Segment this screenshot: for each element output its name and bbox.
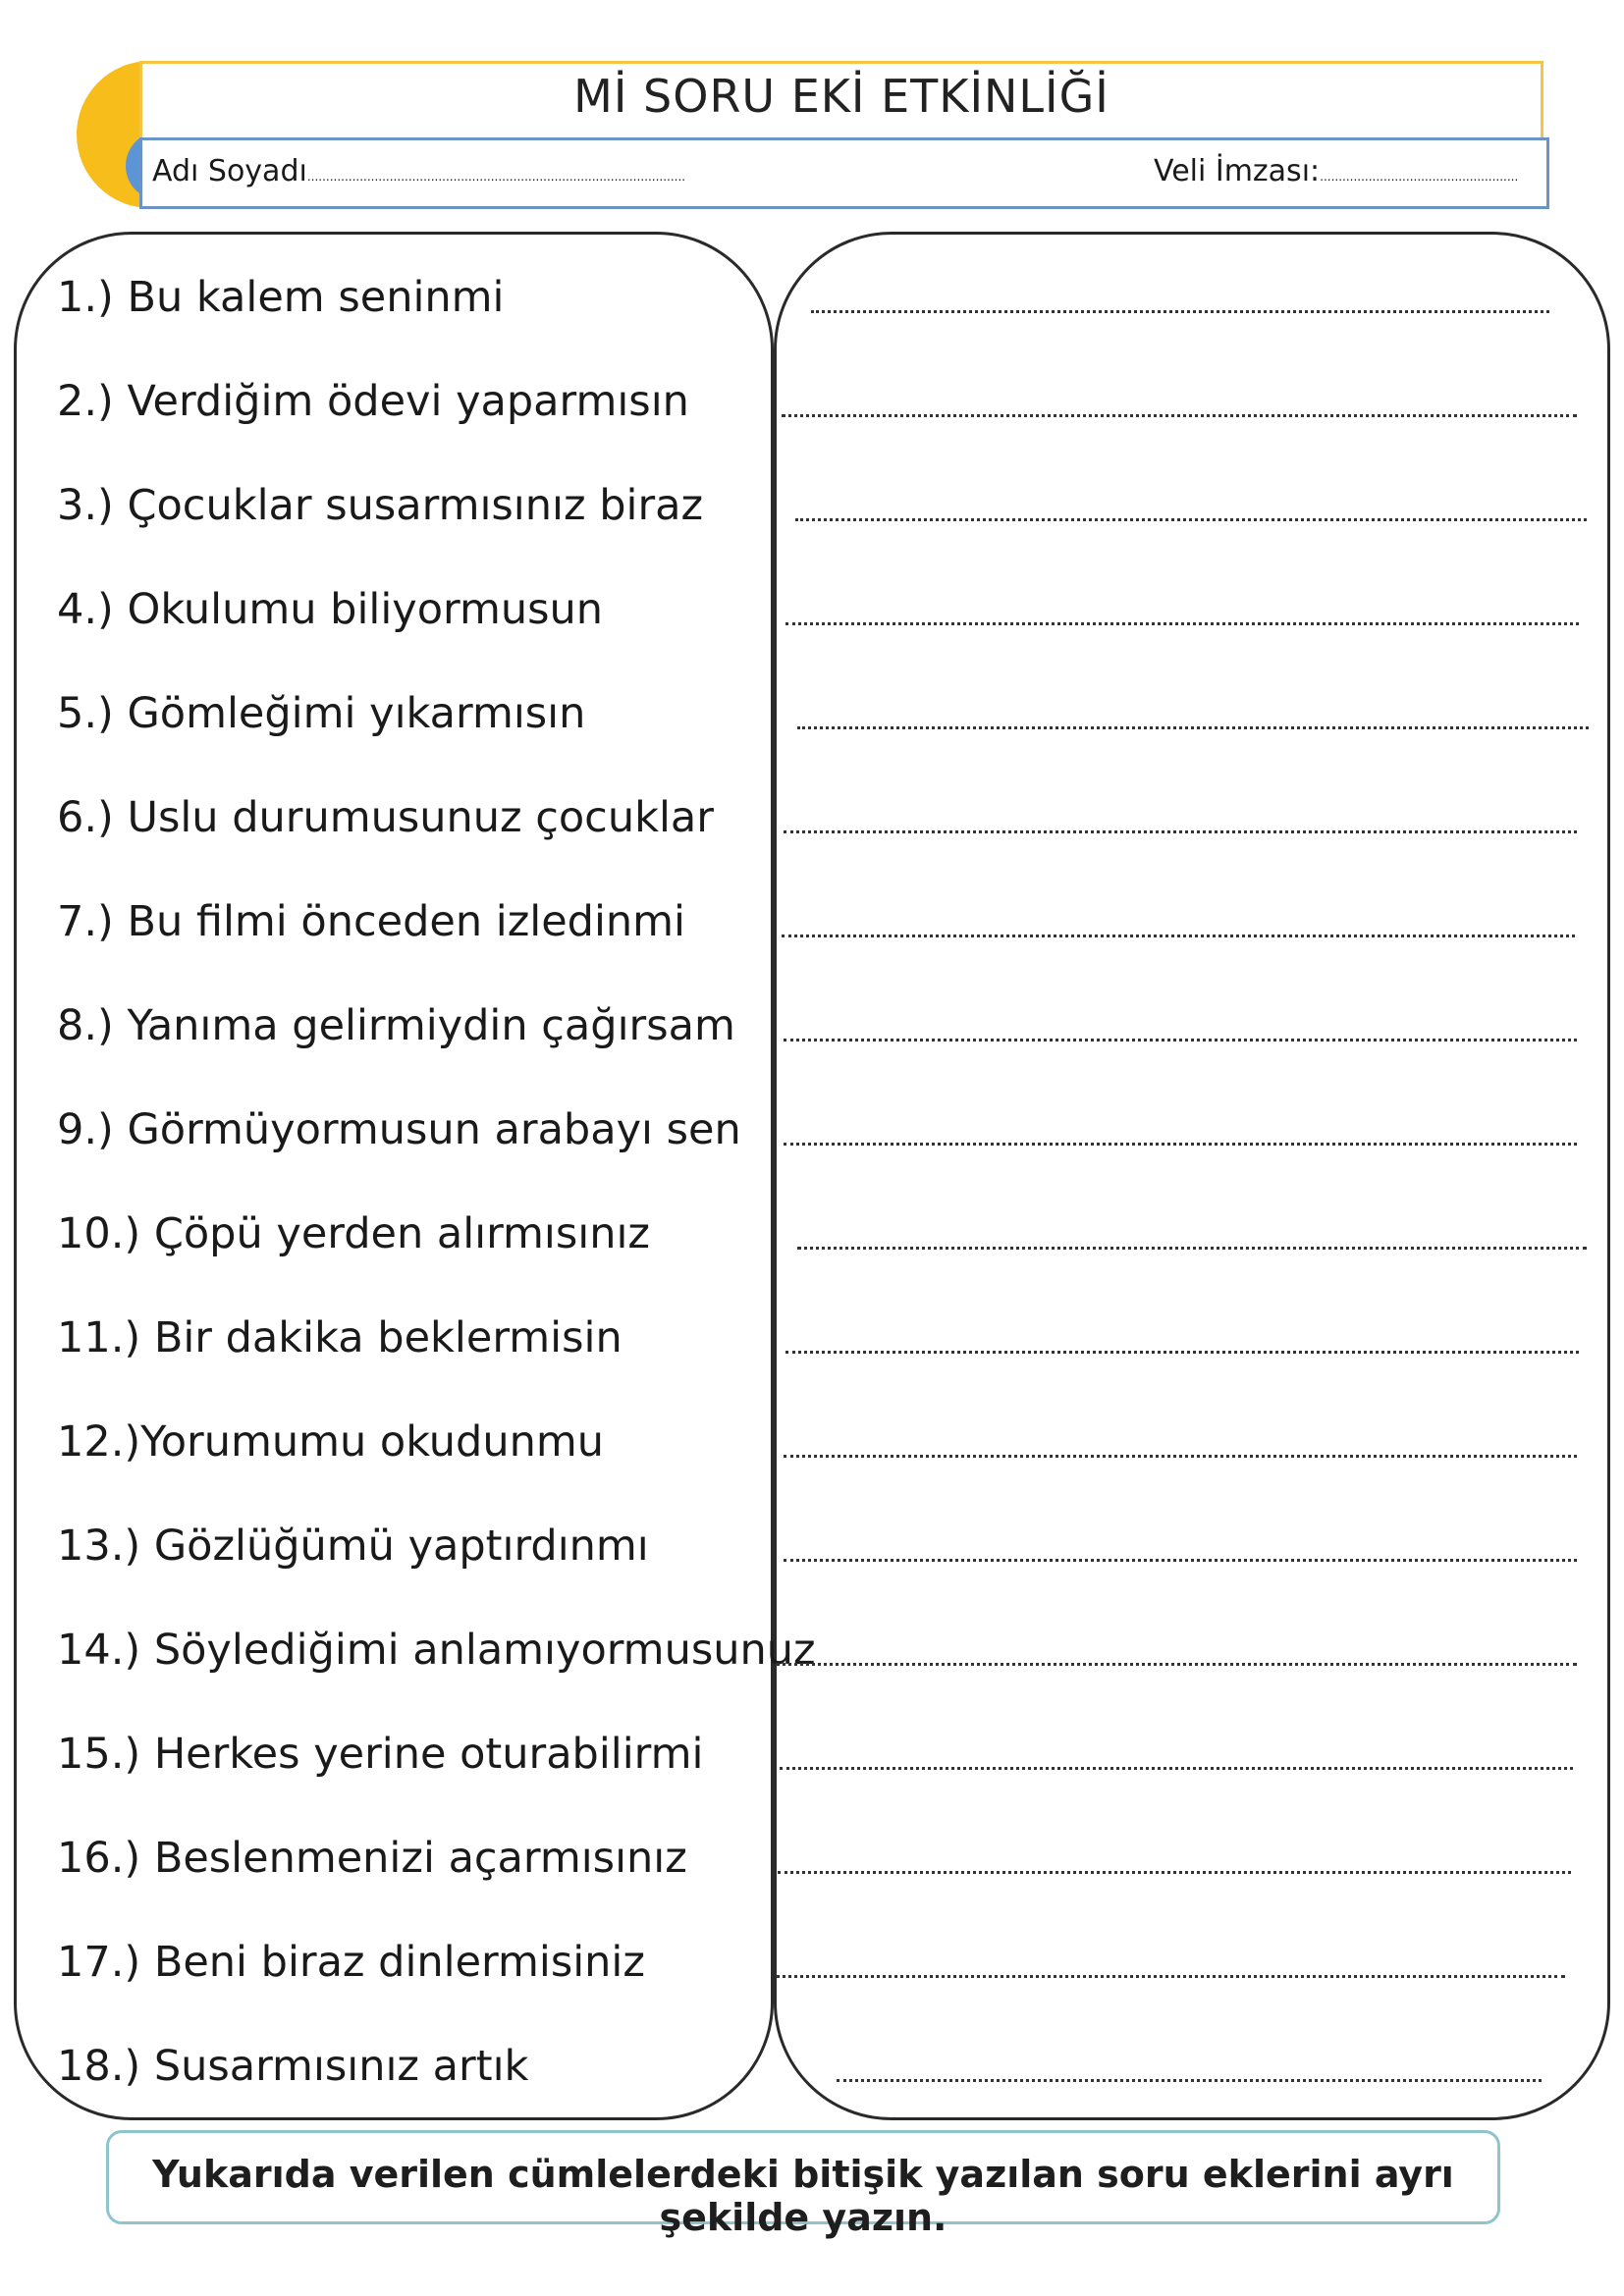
- question-item: 13.) Gözlüğümü yaptırdınmı: [57, 1522, 649, 1571]
- answer-line[interactable]: [782, 414, 1577, 417]
- answer-line[interactable]: [797, 1247, 1587, 1250]
- answer-line[interactable]: [797, 726, 1589, 729]
- answer-line[interactable]: [778, 1871, 1571, 1874]
- answer-line[interactable]: [784, 830, 1577, 833]
- question-item: 16.) Beslenmenizi açarmısınız: [57, 1834, 687, 1883]
- question-item: 12.)Yorumumu okudunmu: [57, 1417, 604, 1467]
- instruction-text: Yukarıda verilen cümlelerdeki bitişik yazılan soru eklerini ayrı şekilde yazın.: [152, 2153, 1454, 2239]
- answer-line[interactable]: [795, 518, 1587, 521]
- question-item: 4.) Okulumu biliyormusun: [57, 585, 604, 634]
- question-item: 18.) Susarmısınız artık: [57, 2042, 529, 2091]
- answer-line[interactable]: [776, 1663, 1577, 1666]
- answer-line[interactable]: [780, 1767, 1573, 1770]
- question-item: 3.) Çocuklar susarmısınız biraz: [57, 481, 704, 530]
- answer-line[interactable]: [837, 2079, 1542, 2082]
- question-item: 10.) Çöpü yerden alırmısınız: [57, 1209, 650, 1258]
- answer-line[interactable]: [784, 1559, 1577, 1562]
- signature-field[interactable]: [1154, 154, 1518, 188]
- answer-line[interactable]: [784, 1455, 1577, 1458]
- answer-line[interactable]: [776, 1975, 1565, 1978]
- question-item: 8.) Yanıma gelirmiydin çağırsam: [57, 1001, 735, 1050]
- signature-label: Veli İmzası:: [1154, 154, 1321, 188]
- question-item: 1.) Bu kalem seninmi: [57, 273, 505, 322]
- name-dotted-line: .....................................................................................................: [306, 170, 686, 184]
- question-item: 6.) Uslu durumusunuz çocuklar: [57, 793, 714, 842]
- name-label: Adı Soyadı: [152, 154, 307, 188]
- question-item: 7.) Bu filmi önceden izledinmi: [57, 897, 686, 946]
- question-item: 14.) Söylediğimi anlamıyormusunuz: [57, 1626, 816, 1675]
- title-banner: [139, 61, 1543, 137]
- question-item: 15.) Herkes yerine oturabilirmi: [57, 1730, 704, 1779]
- student-info-bar: [139, 137, 1549, 209]
- answer-line[interactable]: [784, 1039, 1577, 1041]
- page-title: Mİ SORU EKİ ETKİNLİĞİ: [573, 70, 1110, 123]
- answer-line[interactable]: [785, 1351, 1579, 1354]
- answers-panel: [774, 232, 1610, 2120]
- question-item: 11.) Bir dakika beklermisin: [57, 1313, 623, 1362]
- answer-line[interactable]: [785, 622, 1579, 625]
- instruction-box: [106, 2130, 1500, 2239]
- answer-line[interactable]: [784, 1143, 1577, 1146]
- question-item: 2.) Verdiğim ödevi yaparmısın: [57, 377, 689, 426]
- question-item: 9.) Görmüyormusun arabayı sen: [57, 1105, 741, 1154]
- question-item: 5.) Gömleğimi yıkarmısın: [57, 689, 586, 738]
- answer-line[interactable]: [782, 934, 1575, 937]
- question-item: 17.) Beni biraz dinlermisiniz: [57, 1938, 645, 1987]
- name-field[interactable]: [152, 154, 685, 188]
- answer-line[interactable]: [811, 310, 1549, 313]
- signature-dotted-line: .....................................................: [1320, 170, 1519, 184]
